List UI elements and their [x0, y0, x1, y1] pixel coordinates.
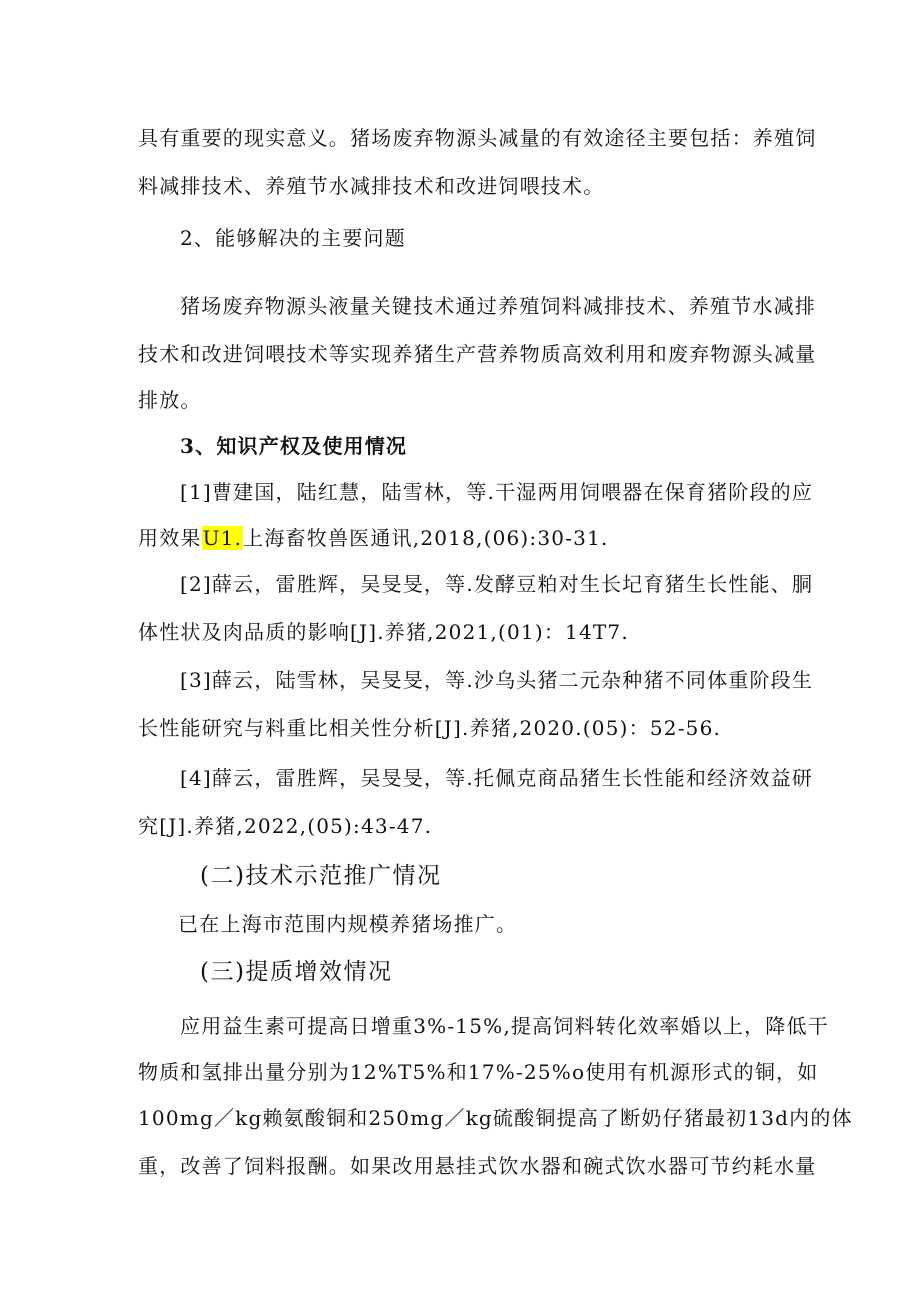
- reference-line: [1]曹建国，陆红慧，陆雪林，等.干湿两用饲喂器在保育猪阶段的应: [180, 480, 814, 504]
- subsection-heading: (三)提质增效情况: [200, 959, 393, 985]
- paragraph-line: 猪场废弃物源头液量关键技术通过养殖饲料减排技术、养殖节水减排: [180, 294, 816, 318]
- paragraph-line: 100mg／kg赖氨酸铜和250mg／kg硫酸铜提高了断奶仔猪最初13d内的体: [138, 1106, 853, 1130]
- paragraph-line: 技术和改进饲喂技术等实现养猪生产营养物质高效利用和废弃物源头减量: [138, 342, 817, 366]
- paragraph-line: 物质和氢排出量分别为12%T5%和17%-25%o使用有机源形式的铜，如: [138, 1060, 819, 1084]
- paragraph-line: 料减排技术、养殖节水减排技术和改进饲喂技术。: [138, 174, 605, 198]
- paragraph-line: 已在上海市范围内规模养猪场推广。: [178, 912, 518, 936]
- reference-line: [4]薛云，雷胜辉，吴旻旻，等.托佩克商品猪生长性能和经济效益研: [180, 766, 814, 790]
- reference-line: 长性能研究与料重比相关性分析[J].养猪,2020.(05)：52-56.: [138, 716, 722, 740]
- reference-text: 上海畜牧兽医通讯,2018,(06):30-31.: [243, 526, 609, 550]
- reference-line: [2]薛云，雷胜辉，吴旻旻，等.发酵豆粕对生长圮育猪生长性能、胴: [180, 572, 814, 596]
- paragraph-line: 具有重要的现实意义。猪场废弃物源头减量的有效途径主要包括：养殖饲: [138, 126, 817, 150]
- reference-line: [138, 524, 788, 552]
- highlighted-text: U1.: [202, 526, 243, 550]
- paragraph-line: 重，改善了饲料报酬。如果改用悬挂式饮水器和碗式饮水器可节约耗水量: [138, 1154, 817, 1178]
- subsection-heading: (二)技术示范推广情况: [200, 863, 442, 889]
- section-heading: 3、知识产权及使用情况: [180, 434, 408, 458]
- reference-line: [3]薛云，陆雪林，吴旻旻，等.沙乌头猪二元杂种猪不同体重阶段生: [180, 668, 814, 692]
- reference-text: 用效果: [138, 526, 202, 550]
- section-heading: 2、能够解决的主要问题: [180, 226, 406, 250]
- paragraph-line: 应用益生素可提高日增重3%-15%,提高饲料转化效率婚以上，降低干: [180, 1014, 829, 1038]
- reference-line: 体性状及肉品质的影响[J].养猪,2021,(01)：14T7.: [138, 620, 629, 644]
- paragraph-line: 排放。: [138, 388, 202, 412]
- reference-line: 究[J].养猪,2022,(05):43-47.: [138, 814, 433, 838]
